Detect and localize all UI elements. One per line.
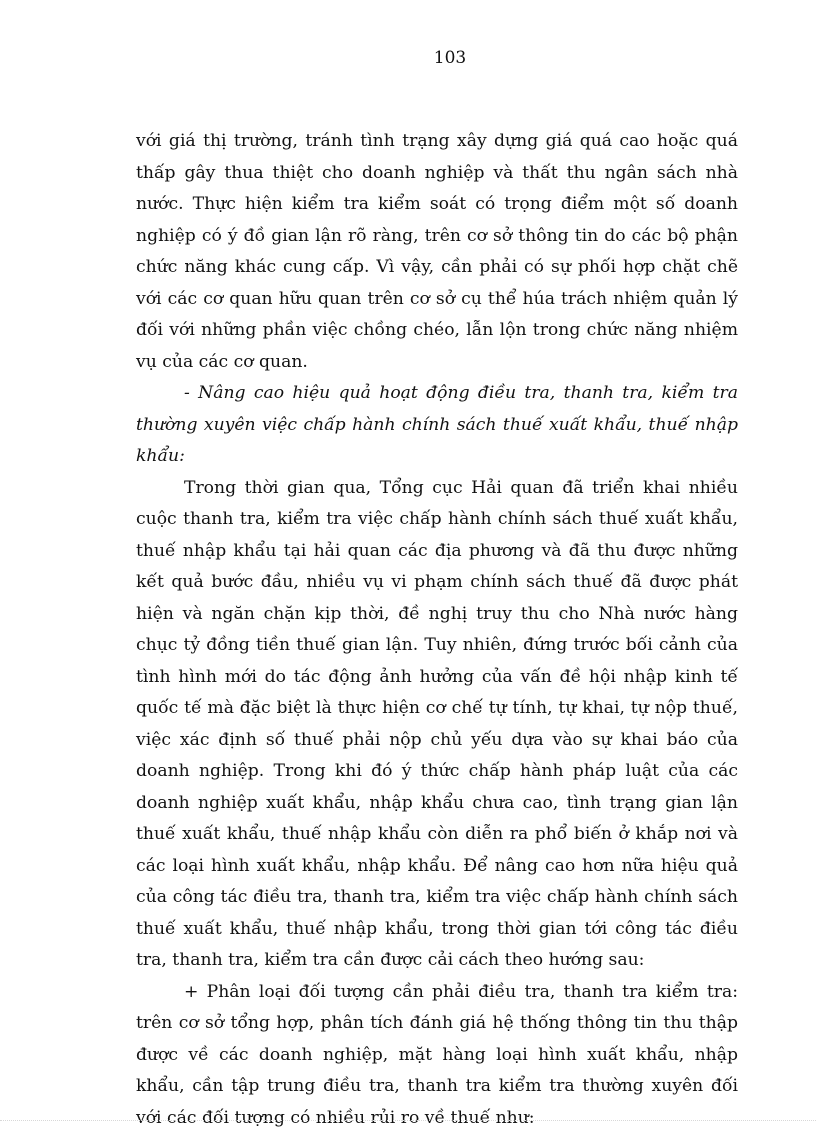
paragraph-list-item: + Phân loại đối tượng cần phải điều tra, thanh tra kiểm tra: trên cơ sở tổng hợp, phân tích đánh giá hệ thống thông tin thu thập được về các doanh nghiệp, mặt hàng loại hình xuất khẩu, nhập khẩu, cần tập trung điều tra, thanh tra kiểm tra thường xuyên đối với các đối tượng có nhiều rủi ro về thuế như: xyxy=(136,977,738,1134)
document-body xyxy=(136,126,738,1134)
paragraph-body: Trong thời gian qua, Tổng cục Hải quan đã triển khai nhiều cuộc thanh tra, kiểm tra việc chấp hành chính sách thuế xuất khẩu, thuế nhập khẩu tại hải quan các địa phương và đã thu được những kết quả bước đầu, nhiều vụ vi phạm chính sách thuế đã được phát hiện và ngăn chặn kịp thời, đề nghị truy thu cho Nhà nước hàng chục tỷ đồng tiền thuế gian lận. Tuy nhiên, đứng trước bối cảnh của tình hình mới do tác động ảnh hưởng của vấn đề hội nhập kinh tế quốc tế mà đặc biệt là thực hiện cơ chế tự tính, tự khai, tự nộp thuế, việc xác định số thuế phải nộp chủ yếu dựa vào sự khai báo của doanh nghiệp. Trong khi đó ý thức chấp hành pháp luật của các doanh nghiệp xuất khẩu, nhập khẩu chưa cao, tình trạng gian lận thuế xuất khẩu, thuế nhập khẩu còn diễn ra phổ biến ở khắp nơi và các loại hình xuất khẩu, nhập khẩu. Để nâng cao hơn nữa hiệu quả của công tác điều tra, thanh tra, kiểm tra việc chấp hành chính sách thuế xuất khẩu, thuế nhập khẩu, trong thời gian tới công tác điều tra, thanh tra, kiểm tra cần được cải cách theo hướng sau: xyxy=(136,473,738,977)
paragraph-italic-heading: - Nâng cao hiệu quả hoạt động điều tra, thanh tra, kiểm tra thường xuyên việc chấp hành chính sách thuế xuất khẩu, thuế nhập khẩu: xyxy=(136,378,738,473)
paragraph-continuation: với giá thị trường, tránh tình trạng xây dựng giá quá cao hoặc quá thấp gây thua thiệt cho doanh nghiệp và thất thu ngân sách nhà nước. Thực hiện kiểm tra kiểm soát có trọng điểm một số doanh nghiệp có ý đồ gian lận rõ ràng, trên cơ sở thông tin do các bộ phận chức năng khác cung cấp. Vì vậy, cần phải có sự phối hợp chặt chẽ với các cơ quan hữu quan trên cơ sở cụ thể húa trách nhiệm quản lý đối với những phần việc chồng chéo, lẫn lộn trong chức năng nhiệm vụ của các cơ quan. xyxy=(136,126,738,378)
page-bottom-divider xyxy=(0,1120,816,1121)
page-number: 103 xyxy=(0,48,816,68)
